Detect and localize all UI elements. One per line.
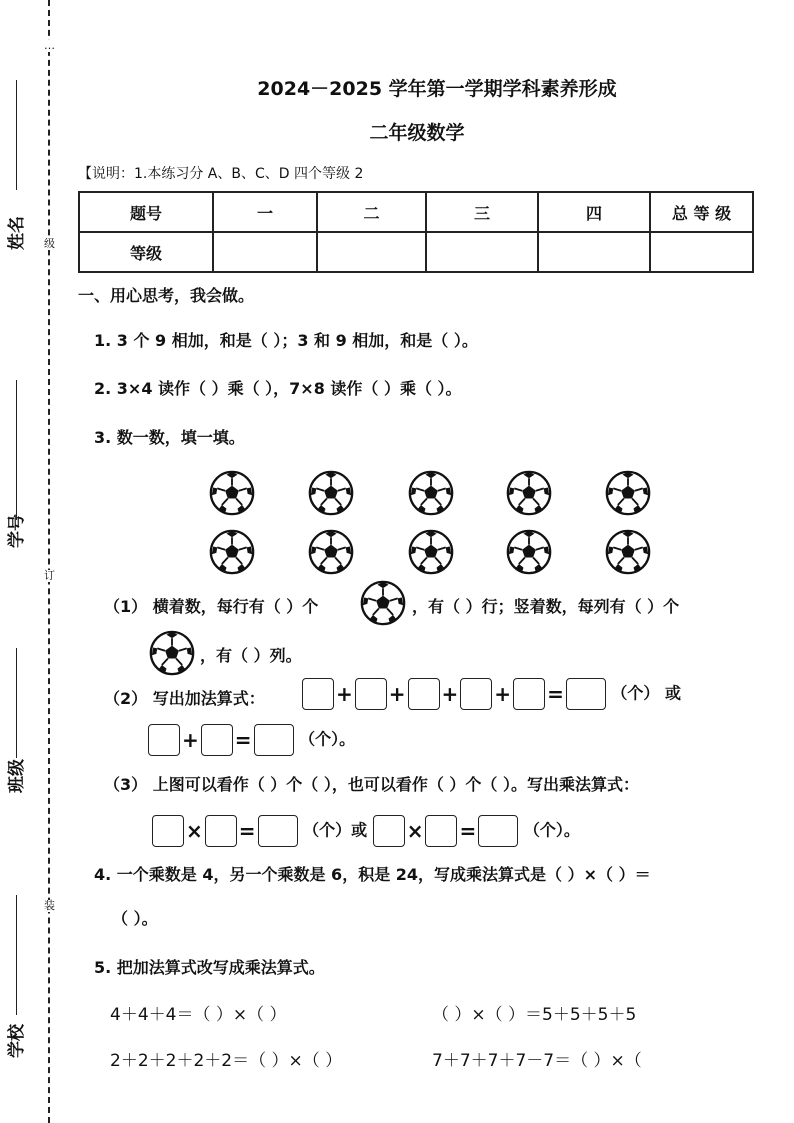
answer-box[interactable]: [373, 815, 405, 847]
plus-sign: +: [441, 682, 459, 706]
page-subtitle: 二年级数学: [369, 122, 465, 144]
question-3-1-part-a: （1） 横着数，每行有（ ）个: [104, 597, 319, 616]
score-header-cell: 一: [213, 192, 317, 232]
question-5-a: 4＋4＋4＝（ ）×（ ）: [110, 1005, 287, 1025]
plus-sign: +: [336, 682, 353, 706]
label-class: 班级: [7, 759, 27, 793]
question-1: 1. 3 个 9 相加，和是（ ）；3 和 9 相加，和是（ ）。: [94, 331, 478, 350]
page-title: 2024－2025 学年第一学期学科素养形成: [257, 78, 617, 100]
equals-sign: =: [234, 728, 252, 752]
label-name: 姓名: [7, 216, 27, 250]
question-2: 2. 3×4 读作（ ）乘（ ），7×8 读作（ ）乘（ ）。: [94, 379, 462, 398]
grade-cell[interactable]: [650, 232, 753, 272]
question-4: 4. 一个乘数是 4，另一个乘数是 6，积是 24，写成乘法算式是（ ）×（ ）＝: [94, 865, 651, 884]
soccer-ball-icon: [506, 529, 552, 575]
answer-box[interactable]: [513, 678, 545, 710]
soccer-ball-icon: [408, 470, 454, 516]
question-3-2-label: （2） 写出加法算式：: [104, 689, 265, 708]
addition-boxes-row-2: [148, 724, 355, 756]
answer-box[interactable]: [205, 815, 237, 847]
answer-box[interactable]: [460, 678, 492, 710]
question-5-d: 7＋7＋7＋7－7＝（ ）×（: [432, 1051, 642, 1071]
answer-box[interactable]: [408, 678, 440, 710]
times-sign: ×: [406, 819, 424, 843]
score-header-cell: 题号: [79, 192, 213, 232]
score-header-cell: 四: [538, 192, 650, 232]
equals-sign: =: [238, 819, 256, 843]
section-heading: 一、用心思考，我会做。: [78, 286, 255, 305]
plus-sign: +: [494, 682, 512, 706]
answer-box[interactable]: [152, 815, 184, 847]
score-header-cell: 总 等 级: [650, 192, 753, 232]
soccer-ball-icon: [209, 529, 255, 575]
equals-sign: =: [459, 819, 477, 843]
answer-box[interactable]: [148, 724, 180, 756]
soccer-ball-icon: [408, 529, 454, 575]
soccer-ball-icon: [149, 630, 195, 676]
question-3-1-part-c: ，有（ ）列。: [200, 646, 302, 665]
question-3: 3. 数一数，填一填。: [94, 428, 245, 447]
cut-mark-ding: 订: [44, 569, 55, 582]
question-3-3-tail-1: （个）或: [303, 820, 368, 840]
answer-box[interactable]: [201, 724, 233, 756]
question-5-c: 2＋2＋2＋2＋2＝（ ）×（ ）: [110, 1051, 343, 1071]
addition-boxes-row: [302, 678, 681, 710]
soccer-ball-icon: [360, 580, 406, 626]
question-3-3-tail-2: （个）。: [523, 820, 580, 840]
soccer-ball-icon: [506, 470, 552, 516]
question-5: 5. 把加法算式改写成乘法算式。: [94, 958, 325, 977]
grade-cell[interactable]: [426, 232, 538, 272]
score-header-cell: 二: [317, 192, 426, 232]
score-table: [78, 191, 754, 273]
equals-sign: =: [547, 682, 564, 706]
soccer-ball-icon: [605, 470, 651, 516]
instructions-note: 【说明：1.本练习分 A、B、C、D 四个等级 2: [78, 166, 364, 182]
grade-cell[interactable]: [538, 232, 650, 272]
plus-sign: +: [388, 682, 406, 706]
grade-cell[interactable]: [317, 232, 426, 272]
student-id-underline: [16, 380, 17, 520]
answer-box[interactable]: [425, 815, 457, 847]
question-3-2-line2-tail: （个）。: [299, 729, 356, 749]
grade-cell[interactable]: [213, 232, 317, 272]
soccer-ball-icon: [209, 470, 255, 516]
label-school: 学校: [7, 1024, 27, 1058]
cut-mark-zhuang: 装: [44, 899, 55, 912]
class-underline: [16, 648, 17, 758]
grade-row-label: 等级: [79, 232, 213, 272]
question-3-3: （3） 上图可以看作（ ）个（ ），也可以看作（ ）个（ ）。写出乘法算式：: [104, 775, 639, 794]
soccer-ball-icon: [308, 470, 354, 516]
answer-box[interactable]: [355, 678, 387, 710]
answer-box[interactable]: [254, 724, 294, 756]
answer-box[interactable]: [258, 815, 298, 847]
soccer-ball-icon: [308, 529, 354, 575]
question-3-1-part-b: ，有（ ）行；竖着数，每列有（ ）个: [412, 597, 680, 616]
soccer-ball-icon: [605, 529, 651, 575]
question-3-2-tail: （个） 或: [611, 683, 681, 703]
multiplication-boxes-row: [152, 815, 580, 847]
answer-box[interactable]: [566, 678, 606, 710]
school-underline: [16, 895, 17, 1015]
times-sign: ×: [186, 819, 203, 843]
answer-box[interactable]: [478, 815, 518, 847]
plus-sign: +: [182, 728, 199, 752]
cut-mark-top: …: [44, 39, 55, 52]
label-student-id: 学号: [7, 514, 27, 548]
score-header-cell: 三: [426, 192, 538, 232]
question-4-continued: （ ）。: [112, 909, 158, 928]
question-5-b: （ ）×（ ）＝5＋5＋5＋5: [432, 1005, 637, 1025]
binding-cut-line: [48, 0, 50, 1123]
cut-mark-grade: 级: [44, 237, 55, 250]
answer-box[interactable]: [302, 678, 334, 710]
